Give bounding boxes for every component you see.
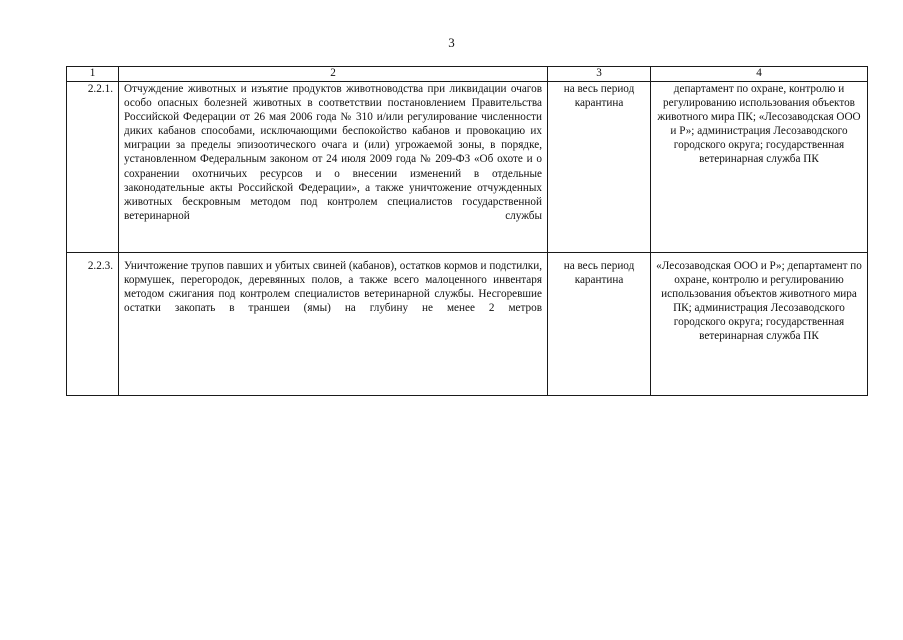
column-header: 2 (119, 67, 548, 82)
table-row (67, 253, 868, 396)
measure-period: на весь период карантина (548, 82, 651, 253)
column-header: 4 (651, 67, 868, 82)
measure-description-text: Уничтожение трупов павших и убитых свиней (кабанов), остатков кормов и подстилки, кормушек, перегородок, деревянных полов, а также всего малоценного инвентаря методом сжигания под контролем специалистов ветеринарной службы. Несгоревшие остатки закопать в траншеи (ямы) на глубину не менее 2 метров (124, 260, 542, 315)
measure-description-text: Отчуждение животных и изъятие продуктов животноводства при ликвидации очагов особо опасных болезней животных в соответствии постановлением Правительства Российской Федерации от 26 мая 2006 года № 310 и/или регулирование численности диких кабанов способами, исключающими беспокойство кабанов и провокацию их миграции за пределы эпизоотического очага и (или) угрожаемой зоны, в порядке, установленном Федеральным законом от 24 июля 2009 года № 209-ФЗ «Об охоте и о сохранении охотничьих ресурсов и о внесении изменений в отдельные законодательные акты Российской Федерации», а также уничтожение отчужденных животных бескровным методом под контролем специалистов государственной ветеринарной службы (124, 83, 542, 222)
measure-period: на весь период карантина (548, 253, 651, 396)
responsible-parties: департамент по охране, контролю и регулированию использования объектов животного мира ПК; «Лесозаводская ООО и Р»; администрация Лесозаводского городского округа; государственная ветеринарная служба ПК (651, 82, 868, 253)
column-header: 3 (548, 67, 651, 82)
row-number: 2.2.3. (67, 253, 119, 396)
row-number: 2.2.1. (67, 82, 119, 253)
column-header: 1 (67, 67, 119, 82)
measure-description (119, 82, 548, 253)
measure-description (119, 253, 548, 396)
measures-table (66, 66, 868, 396)
responsible-parties: «Лесозаводская ООО и Р»; департамент по охране, контролю и регулированию использования объектов животного мира ПК; администрация Лесозаводского городского округа; государственная ветеринарная служба ПК (651, 253, 868, 396)
table-row (67, 82, 868, 253)
page-number: 3 (448, 35, 455, 50)
table-header-row (67, 67, 868, 82)
